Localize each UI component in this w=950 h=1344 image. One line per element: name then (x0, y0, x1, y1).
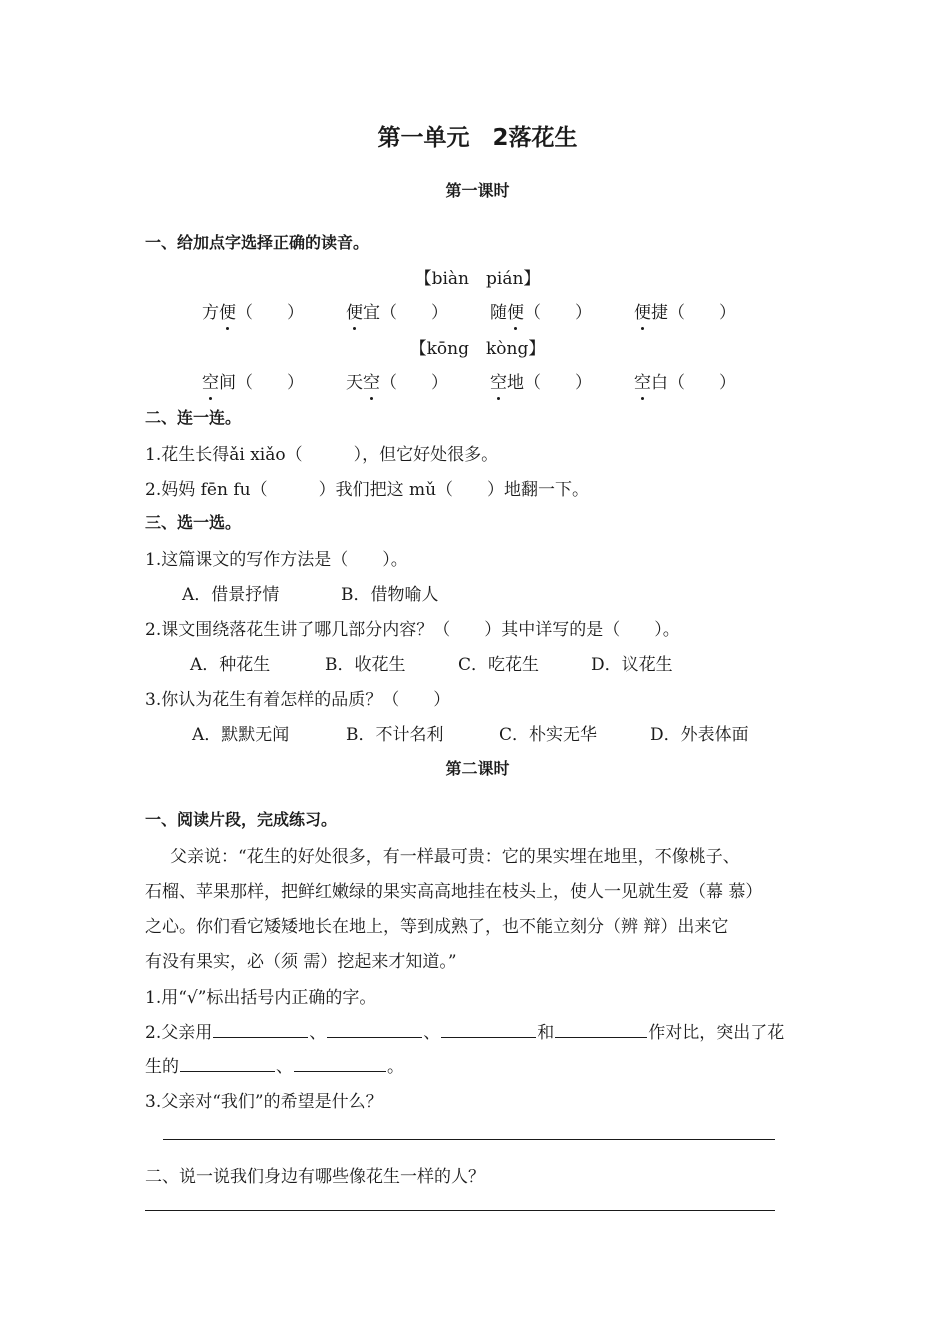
sec3-q3-options (192, 720, 749, 745)
option: A．借景抒情 (182, 585, 280, 605)
pinyin-group-1: 【biàn pián】 (414, 269, 541, 289)
passage-line: 石榴、苹果那样，把鲜红嫩绿的果实高高地挂在枝头上，使人一见就生爱（幕 慕） (145, 882, 763, 902)
answer-blank[interactable] (180, 1054, 275, 1072)
lesson2-sec1-heading: 一、阅读片段，完成练习。 (145, 810, 338, 829)
word-item: 空 白（ ） (634, 368, 778, 393)
option: D．议花生 (591, 655, 673, 675)
word-row-1 (202, 298, 778, 323)
answer-blank[interactable] (327, 1020, 422, 1038)
word-item: 随便 （ ） (490, 298, 634, 323)
option: B．收花生 (325, 655, 406, 675)
option: A．种花生 (190, 655, 271, 675)
answer-blank[interactable] (441, 1020, 536, 1038)
answer-blank[interactable] (294, 1054, 386, 1072)
worksheet-page (145, 0, 810, 1344)
page-title: 第一单元 2落花生 (377, 125, 578, 151)
lesson2-question-3: 3.父亲对“我们”的希望是什么？ (145, 1092, 383, 1112)
passage-line: 父亲说：“花生的好处很多，有一样最可贵：它的果实埋在地里，不像桃子、 (153, 847, 740, 867)
answer-blank[interactable] (555, 1020, 647, 1038)
option: B．借物喻人 (341, 585, 439, 605)
lesson2-question-2-cont: 生的 、 。 (145, 1052, 404, 1077)
word-item: 天空 （ ） (346, 368, 490, 393)
lesson2-question-1: 1.用“√”标出括号内正确的字。 (145, 988, 377, 1008)
lesson1-sec1-heading: 一、给加点字选择正确的读音。 (145, 233, 370, 252)
option: D．外表体面 (650, 725, 749, 745)
word-item: 空 间（ ） (202, 368, 346, 393)
passage-line: 有没有果实，必（须 需）挖起来才知道。” (145, 952, 457, 972)
passage-line: 之心。你们看它矮矮地长在地上，等到成熟了，也不能立刻分（辨 辩）出来它 (145, 917, 729, 937)
sec2-question-1: 1.花生长得ǎi xiǎo（ ），但它好处很多。 (145, 445, 499, 465)
sec3-question-3: 3.你认为花生有着怎样的品质？（ ） (145, 690, 451, 710)
option: C．朴实无华 (499, 725, 598, 745)
option: B．不计名利 (346, 725, 444, 745)
sec3-question-2: 2.课文围绕落花生讲了哪几部分内容？（ ）其中详写的是（ ）。 (145, 620, 680, 640)
option: A．默默无闻 (192, 725, 290, 745)
pinyin-group-2: 【kōng kòng】 (409, 339, 546, 359)
answer-line[interactable] (163, 1139, 775, 1140)
sec3-q2-options (190, 650, 673, 675)
answer-blank[interactable] (213, 1020, 308, 1038)
word-item: 便 捷（ ） (634, 298, 778, 323)
lesson1-sec3-heading: 三、选一选。 (145, 513, 242, 532)
word-item: 便 宜（ ） (346, 298, 490, 323)
word-item: 空 地（ ） (490, 368, 634, 393)
lesson2-label: 第二课时 (445, 759, 510, 778)
sec2-question-2: 2.妈妈 fēn fu（ ）我们把这 mǔ（ ）地翻一下。 (145, 480, 590, 500)
option: C．吃花生 (458, 655, 540, 675)
lesson1-sec2-heading: 二、连一连。 (145, 408, 242, 427)
lesson1-label: 第一课时 (445, 181, 510, 200)
sec3-question-1: 1.这篇课文的写作方法是（ ）。 (145, 550, 408, 570)
word-row-2 (202, 368, 778, 393)
lesson2-question-2: 2.父亲用 、 、 和 作对比，突出了花 (145, 1018, 784, 1043)
word-item: 方便 （ ） (202, 298, 346, 323)
sec3-q1-options (182, 580, 439, 605)
lesson2-sec2-heading: 二、说一说我们身边有哪些像花生一样的人？ (145, 1167, 485, 1187)
answer-line[interactable] (145, 1210, 775, 1211)
